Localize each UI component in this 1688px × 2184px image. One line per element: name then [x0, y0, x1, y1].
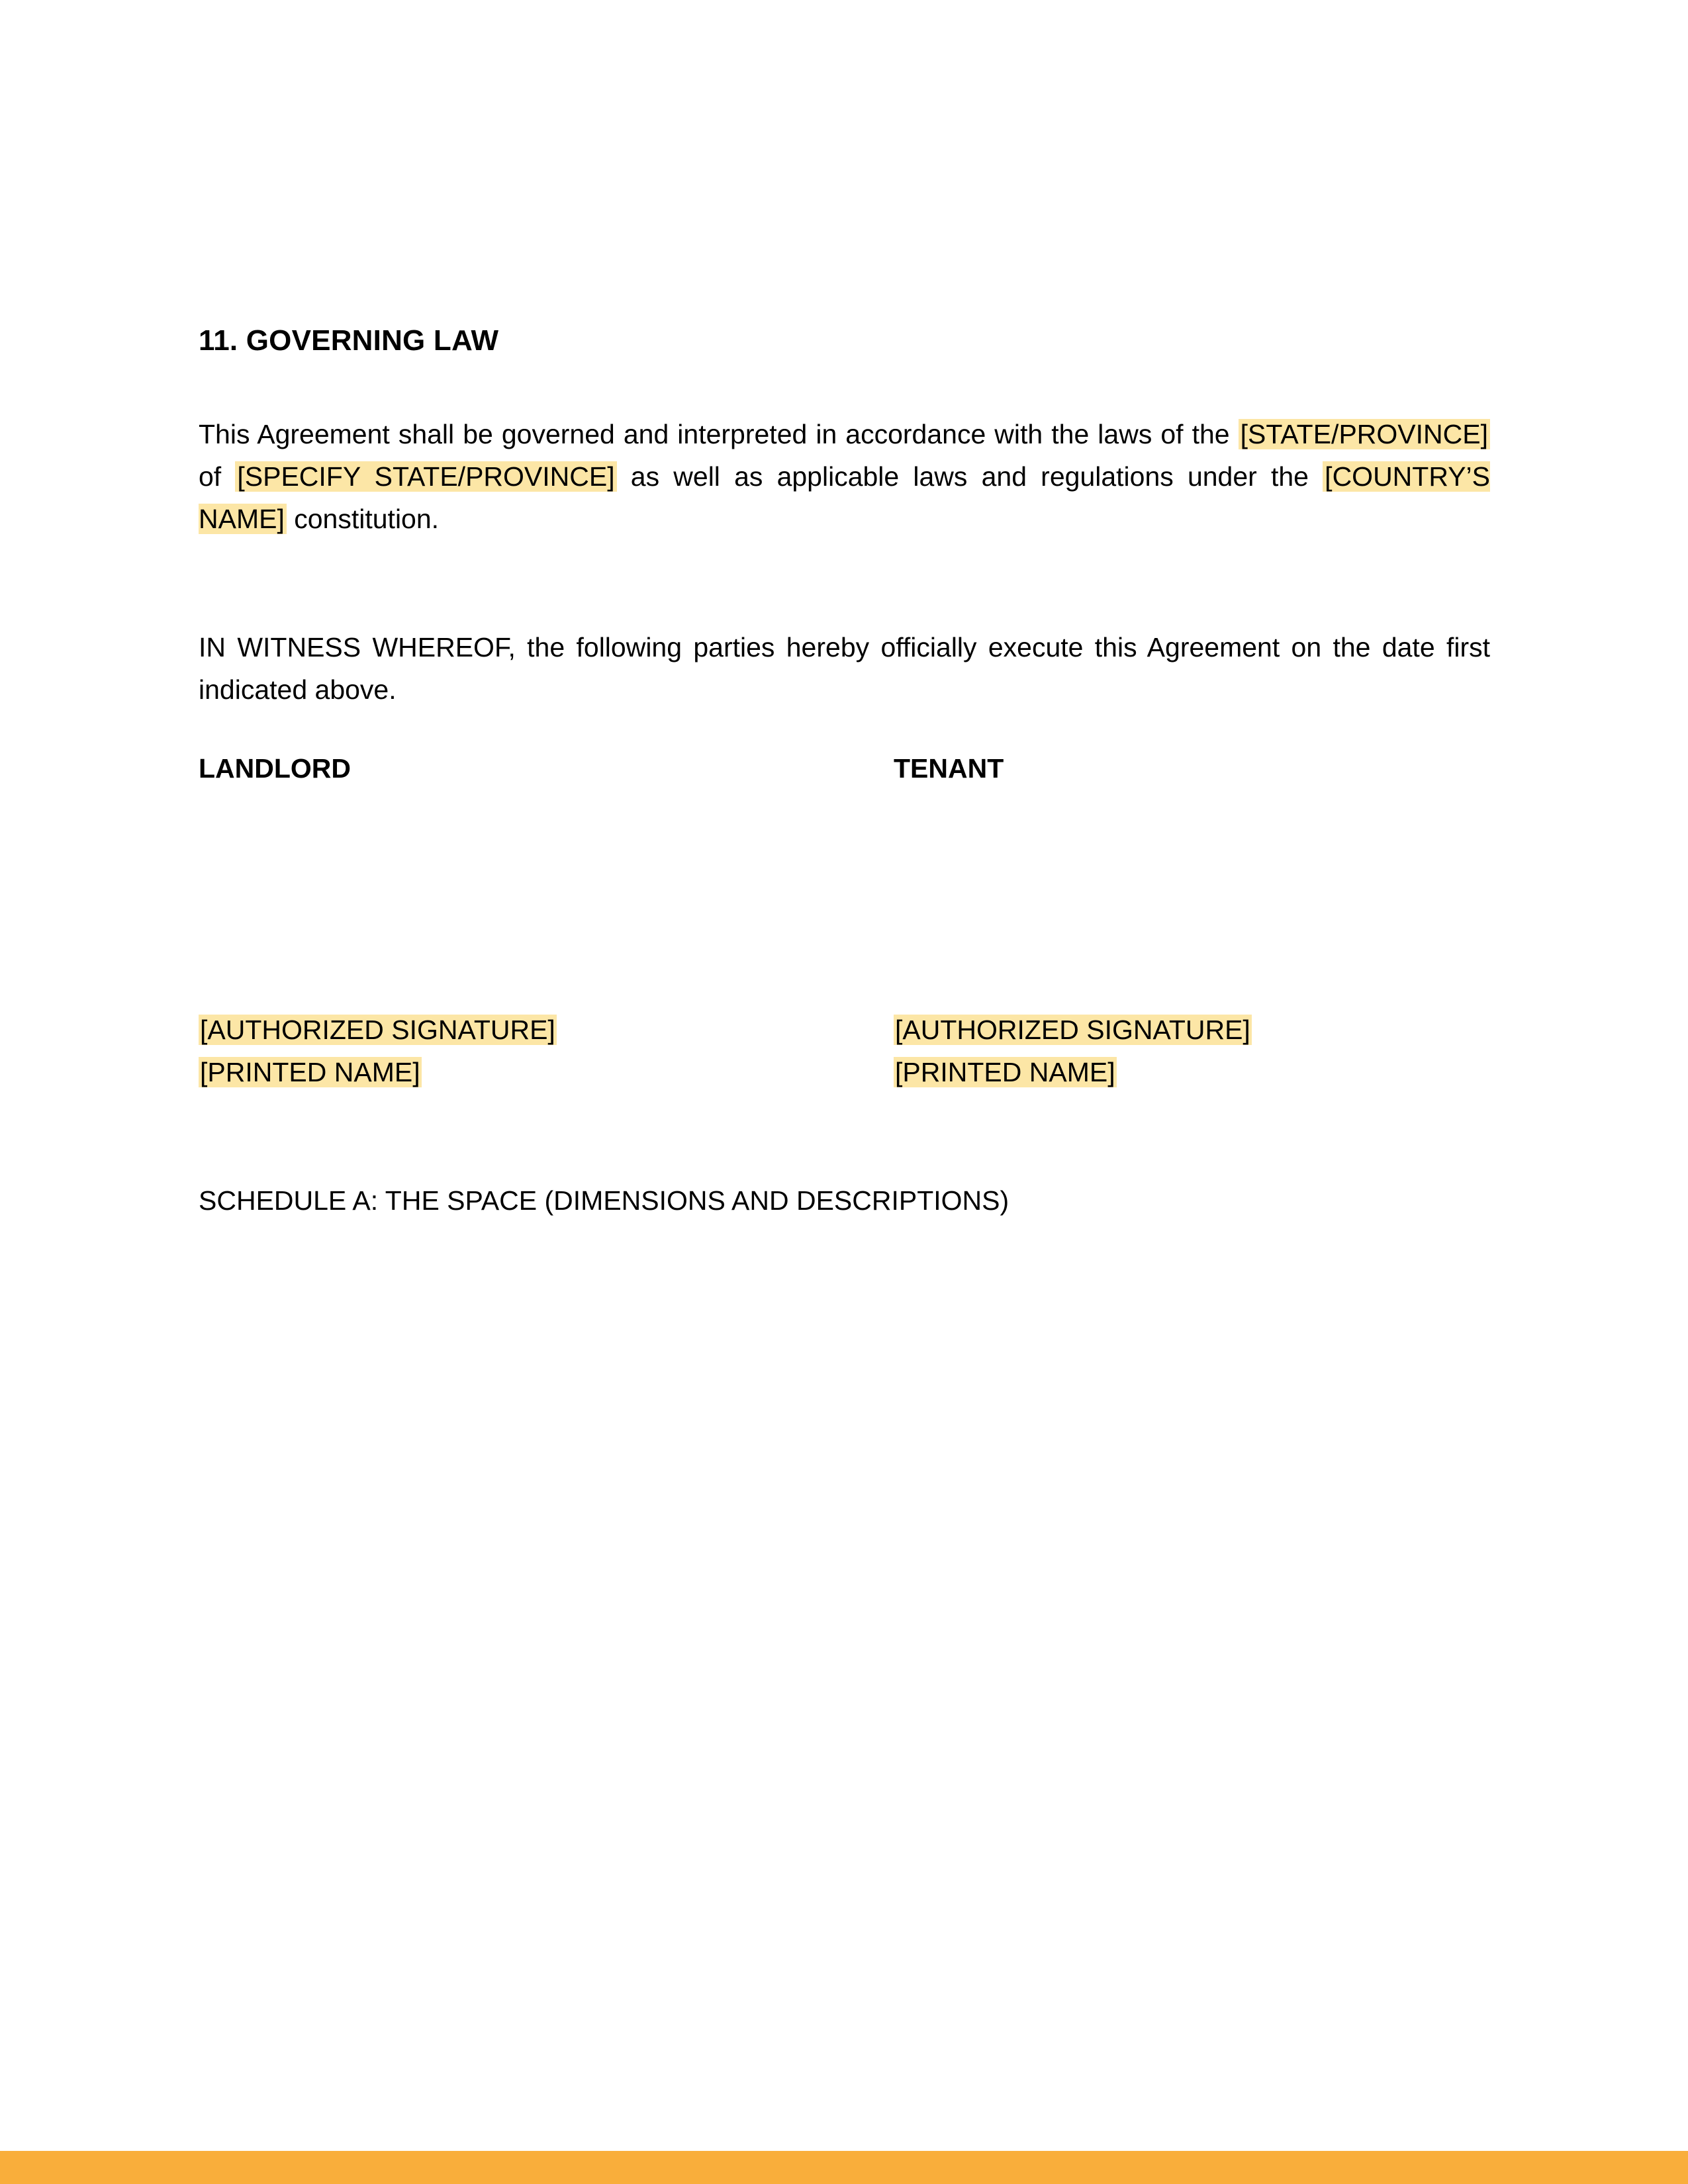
- schedule-a-title: SCHEDULE A: THE SPACE (DIMENSIONS AND DESCRIPTIONS): [199, 1185, 1009, 1216]
- state-province-placeholder[interactable]: [STATE/PROVINCE]: [1239, 419, 1490, 449]
- tenant-signature-block: [894, 1009, 1252, 1093]
- witness-paragraph: IN WITNESS WHEREOF, the following parties hereby officially execute this Agreement on the date first indicated above.: [199, 632, 1490, 705]
- landlord-signature-line: [199, 1009, 557, 1051]
- landlord-signature-placeholder[interactable]: [AUTHORIZED SIGNATURE]: [200, 1015, 555, 1045]
- tenant-signature-placeholder[interactable]: [AUTHORIZED SIGNATURE]: [895, 1015, 1250, 1045]
- law-text-1: This Agreement shall be governed and interpreted in accordance with the laws of the: [199, 419, 1239, 449]
- tenant-signature-line: [894, 1009, 1252, 1051]
- landlord-signature-block: [199, 1009, 557, 1093]
- landlord-printed-name-placeholder[interactable]: [PRINTED NAME]: [200, 1057, 420, 1087]
- landlord-label: LANDLORD: [199, 753, 352, 784]
- tenant-name-line: [894, 1051, 1252, 1093]
- law-text-2: of: [199, 461, 236, 492]
- tenant-label: TENANT: [894, 753, 1004, 784]
- country-name-placeholder[interactable]: [COUNTRY’S NAME]: [199, 461, 1490, 534]
- landlord-name-line: [199, 1051, 557, 1093]
- specify-state-province-placeholder[interactable]: [SPECIFY STATE/PROVINCE]: [235, 461, 616, 492]
- governing-law-paragraph: [199, 413, 1490, 540]
- footer-accent-bar: [0, 2151, 1688, 2184]
- law-text-3: as well as applicable laws and regulations under the: [616, 461, 1323, 492]
- tenant-printed-name-placeholder[interactable]: [PRINTED NAME]: [895, 1057, 1115, 1087]
- section-heading: 11. GOVERNING LAW: [199, 324, 499, 357]
- law-text-4: constitution.: [286, 504, 440, 534]
